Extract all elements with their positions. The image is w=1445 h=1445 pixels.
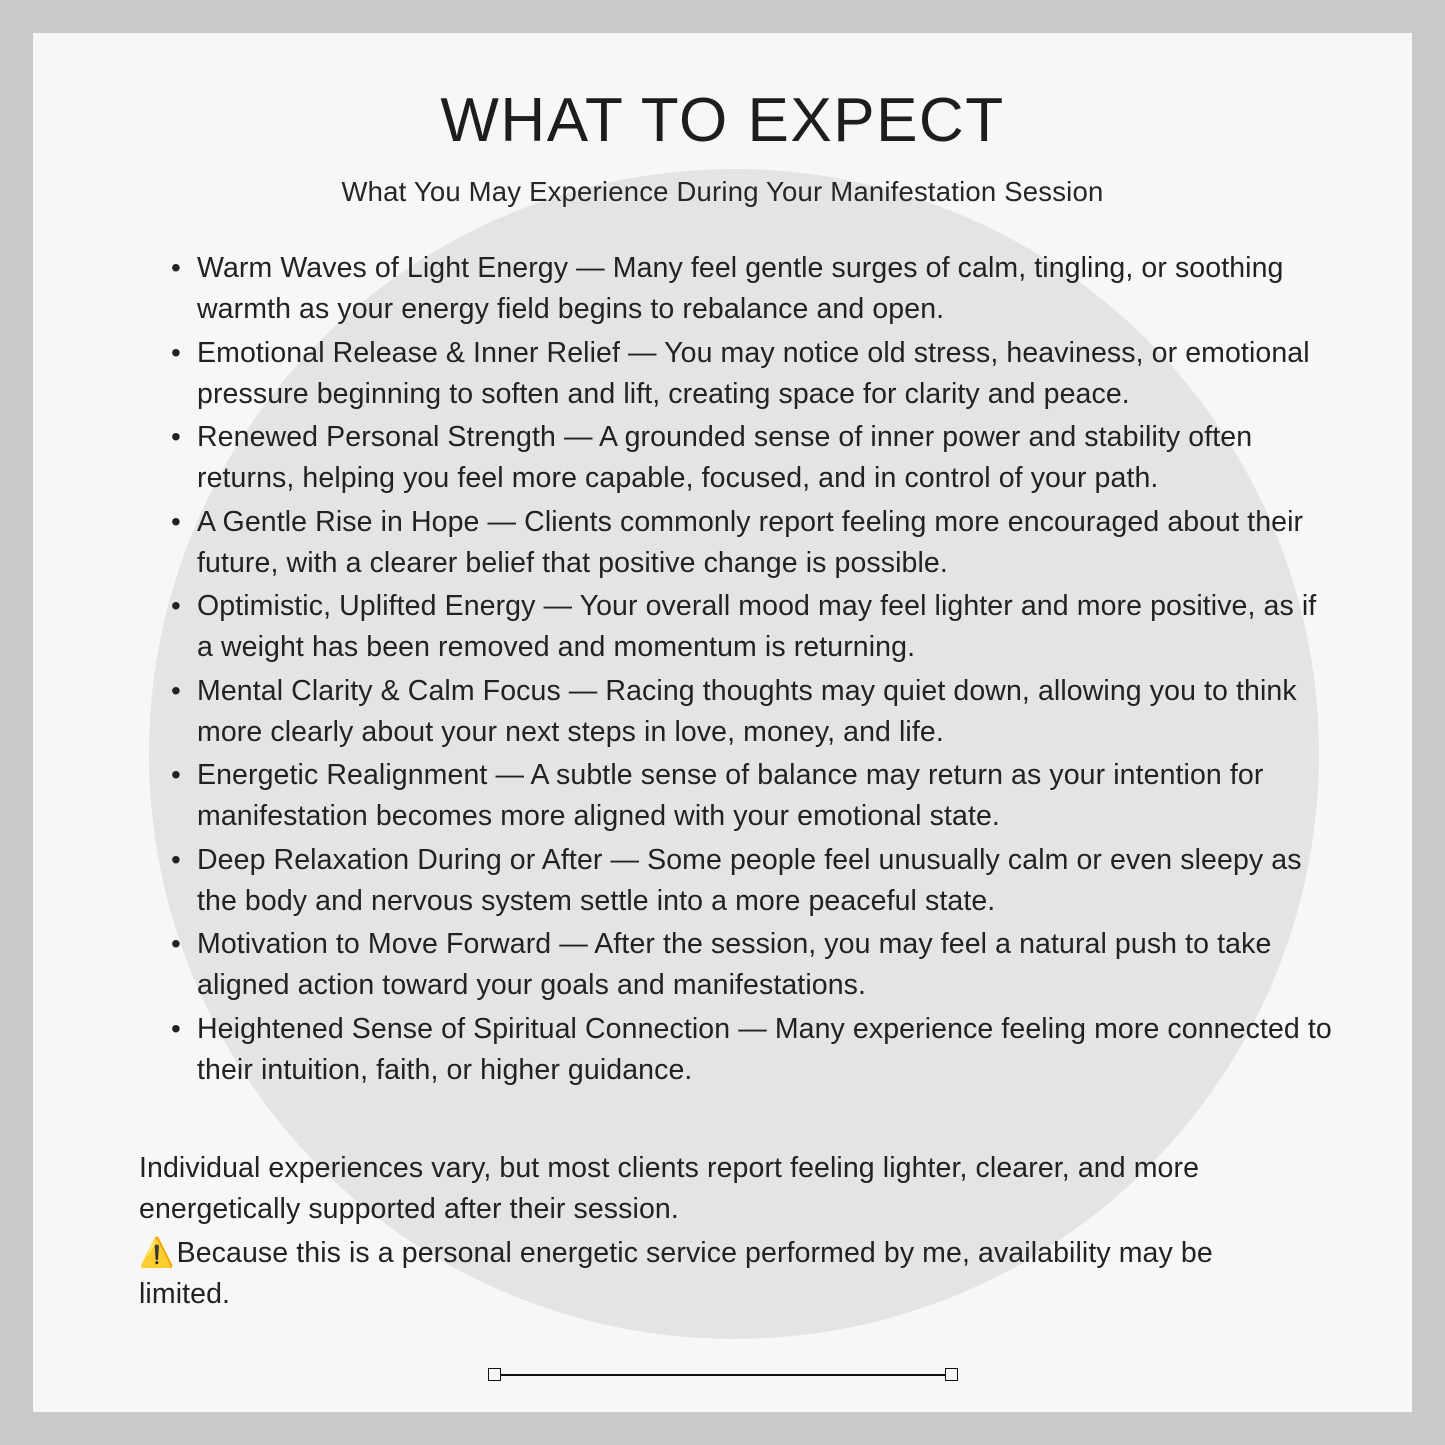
document-content: [33, 85, 1412, 1381]
list-item: • A Gentle Rise in Hope — Clients commonly report feeling more encouraged about their future, with a clearer belief that positive change is possible.: [167, 502, 1340, 584]
divider-cap-right: [945, 1368, 958, 1381]
warning-icon: ⚠️: [139, 1236, 175, 1269]
closing-section: [33, 1148, 1412, 1314]
availability-note: Because this is a personal energetic service performed by me, availability may be limited.: [139, 1236, 1213, 1310]
page-subtitle: What You May Experience During Your Manifestation Session: [341, 176, 1104, 208]
list-item: • Renewed Personal Strength — A grounded sense of inner power and stability often returns, helping you feel more capable, focused, and in control of your path.: [167, 417, 1340, 499]
list-item: • Optimistic, Uplifted Energy — Your overall mood may feel lighter and more positive, as if a weight has been removed and momentum is returning.: [167, 586, 1340, 668]
list-item: • Deep Relaxation During or After — Some people feel unusually calm or even sleepy as the body and nervous system settle into a more peaceful state.: [167, 840, 1340, 922]
page-title: WHAT TO EXPECT: [440, 86, 1005, 155]
list-item: • Energetic Realignment — A subtle sense of balance may return as your intention for manifestation becomes more aligned with your emotional state.: [167, 755, 1340, 837]
closing-note: Individual experiences vary, but most clients report feeling lighter, clearer, and more energetically supported after their session.: [139, 1152, 1200, 1226]
list-item: • Heightened Sense of Spiritual Connection — Many experience feeling more connected to their intuition, faith, or higher guidance.: [167, 1009, 1340, 1091]
availability-line: [139, 1233, 1302, 1315]
list-item: • Emotional Release & Inner Relief — You may notice old stress, heaviness, or emotional pressure beginning to soften and lift, creating space for clarity and peace.: [167, 333, 1340, 415]
document-card: [33, 33, 1412, 1412]
expectations-list: [33, 248, 1412, 1090]
divider-cap-left: [488, 1368, 501, 1381]
divider-bar: [501, 1374, 945, 1376]
list-item: • Motivation to Move Forward — After the session, you may feel a natural push to take aligned action toward your goals and manifestations.: [167, 924, 1340, 1006]
list-item: • Mental Clarity & Calm Focus — Racing thoughts may quiet down, allowing you to think more clearly about your next steps in love, money, and life.: [167, 671, 1340, 753]
divider-wrapper: [33, 1368, 1412, 1381]
decorative-divider: [488, 1368, 958, 1381]
list-item: • Warm Waves of Light Energy — Many feel gentle surges of calm, tingling, or soothing warmth as your energy field begins to rebalance and open.: [167, 248, 1340, 330]
